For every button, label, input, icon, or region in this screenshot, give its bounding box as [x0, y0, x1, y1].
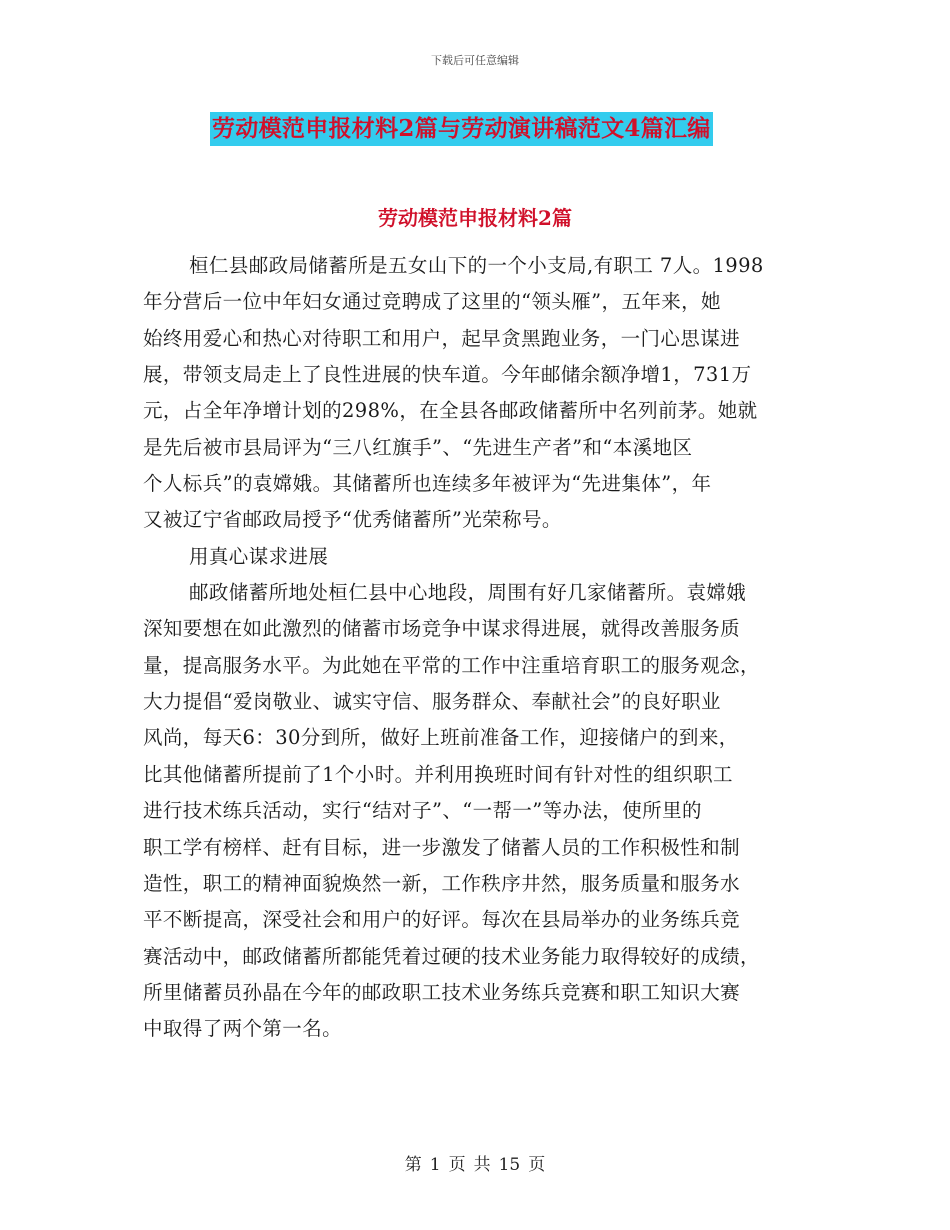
text-line: 展，带领支局走上了良性进展的快车道。今年邮储余额净增1，731万 — [143, 363, 752, 387]
text-line: 又被辽宁省邮政局授予“优秀储蓄所”光荣称号。 — [143, 508, 562, 532]
text-line: 邮政储蓄所地处桓仁县中心地段，周围有好几家储蓄所。袁嫦娥 — [189, 581, 747, 605]
section-title: 劳动模范申报材料2篇 — [378, 206, 572, 230]
text-line: 平不断提高，深受社会和用户的好评。每次在县局举办的业务练兵竞 — [143, 908, 741, 932]
text-line: 造性，职工的精神面貌焕然一新，工作秩序井然，服务质量和服务水 — [143, 871, 741, 895]
footer-total-unit: 页 — [528, 1155, 546, 1175]
text-line: 始终用爱心和热心对待职工和用户，起早贪黑跑业务，一门心思谋进 — [143, 326, 741, 350]
text-line: 进行技术练兵活动，实行“结对子”、“一帮一”等办法，使所里的 — [143, 799, 702, 823]
text-line: 深知要想在如此激烈的储蓄市场竞争中谋求得进展，就得改善服务质 — [143, 617, 741, 641]
footer-page-number: 1 — [429, 1155, 441, 1175]
text-line: 风尚，每天6：30分到所，做好上班前准备工作，迎接储户的到来， — [143, 726, 739, 750]
text-line: 中取得了两个第一名。 — [143, 1017, 343, 1041]
text-line: 大力提倡“爱岗敬业、诚实守信、服务群众、奉献社会”的良好职业 — [143, 690, 721, 714]
text-line: 个人标兵”的袁嫦娥。其储蓄所也连续多年被评为“先进集体”，年 — [143, 472, 712, 496]
text-line: 是先后被市县局评为“三八红旗手”、“先进生产者”和“本溪地区 — [143, 435, 693, 459]
page-footer — [0, 1150, 950, 1175]
text-line: 元，占全年净增计划的298%，在全县各邮政储蓄所中名列前茅。她就 — [143, 399, 758, 423]
body-text — [143, 248, 815, 1048]
footer-total-pages: 15 — [498, 1155, 521, 1175]
text-line: 桓仁县邮政局储蓄所是五女山下的一个小支局,有职工 7人。1998 — [189, 254, 764, 277]
header-note: 下载后可任意编辑 — [431, 54, 519, 67]
document-title: 劳动模范申报材料2篇与劳动演讲稿范文4篇汇编 — [210, 112, 713, 146]
text-line: 年分营后一位中年妇女通过竞聘成了这里的“领头雁”，五年来，她 — [143, 290, 721, 314]
footer-page-unit: 页 — [448, 1155, 466, 1175]
text-line: 用真心谋求进展 — [189, 544, 329, 568]
text-line: 量，提高服务水平。为此她在平常的工作中注重培育职工的服务观念， — [143, 653, 760, 677]
text-line: 比其他储蓄所提前了1个小时。并利用换班时间有针对性的组织职工 — [143, 762, 733, 786]
footer-total-label: 共 — [473, 1155, 491, 1175]
footer-page-label: 第 — [404, 1155, 422, 1175]
text-line: 职工学有榜样、赶有目标，进一步激发了储蓄人员的工作积极性和制 — [143, 835, 741, 859]
text-line: 所里储蓄员孙晶在今年的邮政职工技术业务练兵竞赛和职工知识大赛 — [143, 980, 741, 1004]
text-line: 赛活动中，邮政储蓄所都能凭着过硬的技术业务能力取得较好的成绩， — [143, 944, 760, 968]
